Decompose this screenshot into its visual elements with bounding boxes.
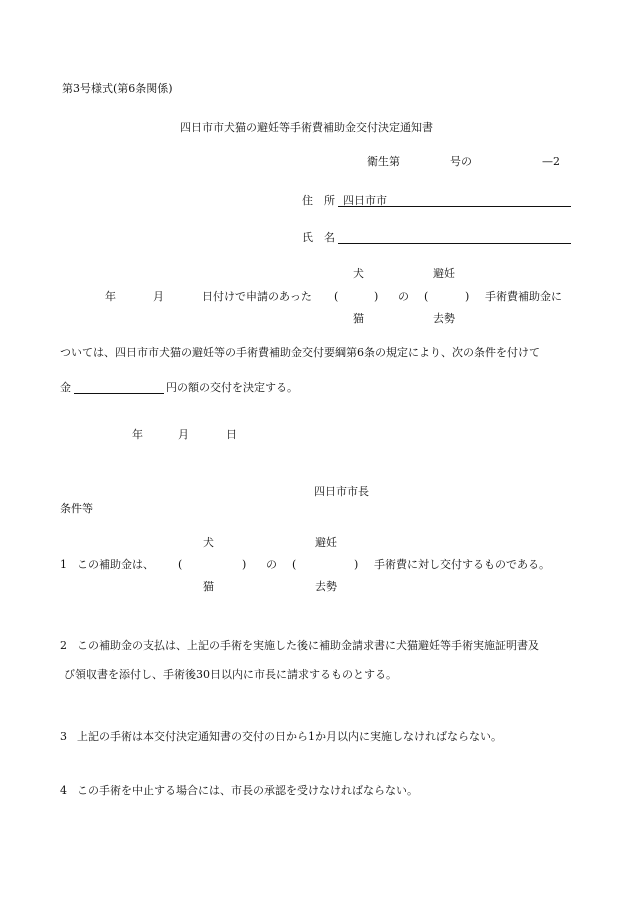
- c1-neuter: 去勢: [315, 580, 337, 593]
- document-title: 四日市市犬猫の避妊等手術費補助金交付決定通知書: [180, 121, 433, 134]
- date-day: 日: [226, 428, 237, 441]
- c1-paren-open-2: (: [292, 558, 297, 571]
- body-month: 月: [153, 290, 164, 303]
- condition-1-text: この補助金は、: [77, 558, 154, 571]
- body-year: 年: [105, 290, 116, 303]
- doc-number-suffix: —2: [542, 155, 560, 168]
- subsidy-suffix: 手術費補助金に: [485, 290, 562, 303]
- c1-paren-close-2: ): [354, 558, 359, 571]
- c1-spay: 避妊: [315, 536, 337, 549]
- amount-underline: [74, 393, 164, 394]
- choice-dog: 犬: [353, 267, 364, 280]
- name-underline: [338, 243, 571, 244]
- choice-cat: 猫: [353, 312, 364, 325]
- doc-number-prefix: 衛生第: [367, 155, 400, 168]
- c1-paren-close-1: ): [242, 558, 247, 571]
- c1-particle-no: の: [266, 558, 277, 571]
- c1-dog: 犬: [203, 536, 214, 549]
- condition-2-line-1: この補助金の支払は、上記の手術を実施した後に補助金請求書に犬猫避妊等手術実施証明書及: [77, 639, 539, 652]
- choice-spay: 避妊: [433, 267, 455, 280]
- body-day-phrase: 日付けで申請のあった: [202, 290, 312, 303]
- conditions-heading: 条件等: [60, 502, 93, 515]
- particle-no: の: [398, 290, 409, 303]
- condition-1-tail: 手術費に対し交付するものである。: [374, 558, 550, 571]
- amount-suffix: 円の額の交付を決定する。: [166, 381, 298, 394]
- name-label: 氏 名: [302, 231, 335, 244]
- issuer: 四日市市長: [314, 485, 369, 498]
- form-number: 第3号様式(第6条関係): [62, 82, 173, 95]
- choice-neuter: 去勢: [433, 312, 455, 325]
- date-month: 月: [178, 428, 189, 441]
- c1-cat: 猫: [203, 580, 214, 593]
- condition-4-number: 4: [60, 784, 67, 797]
- c1-paren-open-1: (: [178, 558, 183, 571]
- paren-open-2: (: [424, 290, 429, 303]
- condition-4-text: この手術を中止する場合には、市長の承認を受けなければならない。: [77, 784, 418, 797]
- address-label: 住 所: [302, 194, 335, 207]
- paren-close-2: ): [465, 290, 470, 303]
- condition-2-line-2: び領収書を添付し、手術後30日以内に市長に請求するものとする。: [64, 668, 397, 681]
- paren-close-1: ): [374, 290, 379, 303]
- condition-1-number: 1: [60, 558, 67, 571]
- condition-2-number: 2: [60, 639, 67, 652]
- date-year: 年: [132, 428, 143, 441]
- body-line-2: ついては、四日市市犬猫の避妊等の手術費補助金交付要綱第6条の規定により、次の条件を付けて: [60, 346, 540, 359]
- address-underline: [338, 206, 571, 207]
- amount-prefix: 金: [60, 381, 71, 394]
- condition-3-text: 上記の手術は本交付決定通知書の交付の日から1か月以内に実施しなければならない。: [77, 730, 502, 743]
- condition-3-number: 3: [60, 730, 67, 743]
- paren-open-1: (: [334, 290, 339, 303]
- doc-number-mid: 号の: [450, 155, 472, 168]
- address-value: 四日市市: [343, 194, 387, 207]
